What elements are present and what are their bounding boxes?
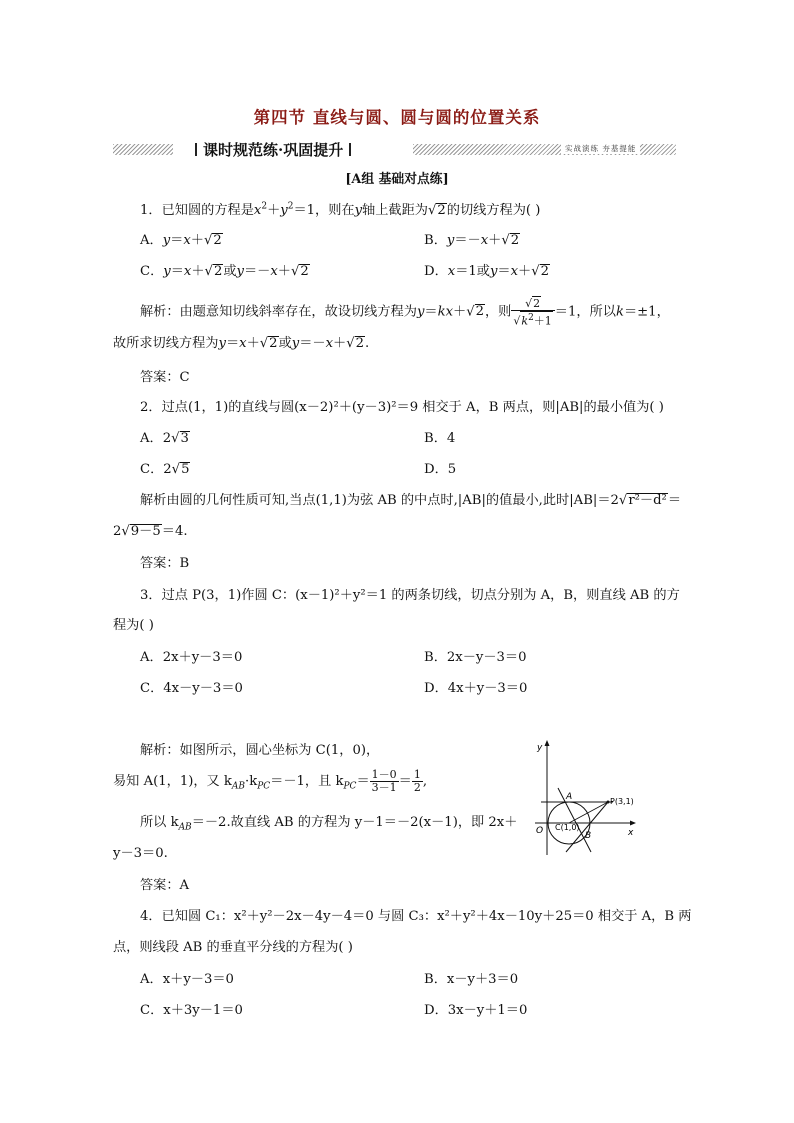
q4-option-a: A．x＋y－3＝0 bbox=[140, 972, 234, 987]
q2-option-b: B．4 bbox=[424, 431, 456, 446]
q1-stem: 1．已知圆的方程是$x^2+y^2=1$，则在y轴上截距为√2的切线方程为( ) bbox=[140, 201, 541, 218]
q1-answer: 答案：C bbox=[140, 370, 190, 385]
q2-option-c-label: C．2 bbox=[140, 462, 172, 477]
label-p: P(3,1) bbox=[610, 797, 634, 806]
section-label bbox=[183, 139, 363, 160]
q3-fraction-slope bbox=[370, 769, 399, 794]
q2-analysis-radicand: r²－d² bbox=[628, 493, 667, 508]
q1-analysis-part: ，则 bbox=[485, 304, 512, 320]
q1-option-c-or: 或 bbox=[223, 264, 237, 279]
q1-option-d: D．x＝1或y＝x＋√2 bbox=[424, 264, 550, 279]
q4-option-d: D．3x－y＋1＝0 bbox=[424, 1003, 528, 1018]
divider-right bbox=[349, 143, 351, 156]
q1-option-d-label: D． bbox=[424, 264, 448, 279]
q3-option-d: D．4x＋y－3＝0 bbox=[424, 681, 528, 696]
q1-option-c: C．y＝x＋√2或y＝－x＋√2 bbox=[140, 264, 309, 279]
q1-analysis-part: ＝1，所以 bbox=[554, 304, 616, 320]
q2-stem: 2．过点(1，1)的直线与圆(x－2)²＋(y－3)²＝9 相交于 A，B 两点，则|AB|的最小值为( ) bbox=[140, 400, 664, 415]
q4-option-b: B．x－y＋3＝0 bbox=[424, 972, 519, 987]
q2-analysis-part: 解析由圆的几何性质可知,当点(1,1)为弦 AB 的中点时,|AB|的值最小,此时|AB|＝2 bbox=[140, 493, 619, 508]
q3-stem-line1: 3．过点 P(3，1)作圆 C：(x－1)²＋y²＝1 的两条切线，切点分别为 A，B，则直线 AB 的方 bbox=[140, 588, 680, 603]
q1-analysis: 解析：由题意知切线斜率存在，故设切线方程为y＝kx＋√2，则 $\frac{√2}{√k^2+1}$ ＝1，所以k＝±1， bbox=[140, 297, 670, 328]
q3-analysis-part: ＝－2.故直线 AB 的方程为 y－1＝－2(x－1)，即 2x＋ bbox=[191, 815, 518, 830]
q3-option-a: A．2x＋y－3＝0 bbox=[140, 650, 243, 665]
q3-fraction-half bbox=[412, 769, 423, 794]
q4-stem-line2: 点，则线段 AB 的垂直平分线的方程为( ) bbox=[113, 940, 353, 955]
q2-analysis-line2: 2√9－5＝4. bbox=[113, 524, 188, 539]
label-b: B bbox=[585, 831, 592, 841]
q1-option-a-label: A． bbox=[140, 233, 163, 248]
label-c: C(1,0) bbox=[555, 823, 580, 832]
x-axis-arrow-icon bbox=[630, 821, 636, 826]
q1-stem-part: 1．已知圆的方程是 bbox=[140, 203, 254, 218]
section-band bbox=[113, 140, 676, 158]
q1-fraction: $\frac{√2}{√k^2+1}$ bbox=[511, 296, 554, 328]
divider-left bbox=[195, 143, 197, 156]
q2-answer: 答案：B bbox=[140, 556, 190, 571]
label-a: A bbox=[566, 792, 573, 802]
q3-analysis-part: 所以 k bbox=[140, 815, 179, 830]
y-axis-arrow-icon bbox=[545, 740, 550, 746]
segment-pc bbox=[569, 802, 608, 823]
q1-analysis-part: 解析：由题意知切线斜率存在，故设切线方程为 bbox=[140, 304, 417, 320]
q3-analysis-line3: 所以 $k_{AB}=-2$.故直线 AB 的方程为 y－1＝－2(x－1)，即 2x＋ bbox=[140, 815, 518, 833]
q1-option-a: A．y＝x＋√2 bbox=[140, 233, 222, 248]
q3-figure bbox=[533, 738, 643, 858]
q3-fraction-numerator: 1－0 bbox=[371, 768, 397, 781]
q1-stem-part: 的切线方程为( ) bbox=[446, 203, 541, 218]
q1-option-d-or: 或 bbox=[476, 264, 490, 279]
q3-analysis-part: ＝－1，且 k bbox=[270, 774, 344, 789]
q2-option-d: D．5 bbox=[424, 462, 457, 477]
q3-option-c: C．4x－y－3＝0 bbox=[140, 681, 243, 696]
q1-analysis-part: 故所求切线方程为 bbox=[113, 336, 219, 351]
q3-analysis-part: ＝ bbox=[398, 774, 412, 789]
q3-analysis-part: ·k bbox=[245, 774, 258, 789]
page-title: 第四节 直线与圆、圆与圆的位置关系 bbox=[253, 108, 541, 127]
label-x: x bbox=[628, 828, 634, 838]
q3-analysis-line4: y－3＝0. bbox=[113, 846, 168, 861]
q2-option-a-label: A．2 bbox=[140, 431, 172, 446]
section-tagline: 实战演练 夯基提能 bbox=[561, 143, 640, 154]
q3-fraction-denominator: 3－1 bbox=[371, 781, 397, 794]
label-o: O bbox=[536, 826, 544, 836]
label-y: y bbox=[537, 743, 543, 753]
group-heading: [A组 基础对点练] bbox=[345, 172, 449, 187]
q3-analysis-line1: 解析：如图所示，圆心坐标为 C(1，0)， bbox=[140, 743, 380, 758]
q2-option-a-radicand: 3 bbox=[180, 431, 189, 446]
q1-stem-part: 轴上截距为 bbox=[362, 203, 428, 218]
q1-option-b-label: B． bbox=[424, 233, 447, 248]
q1-option-b: B．y＝－x＋√2 bbox=[424, 233, 520, 248]
q1-analysis-line2: 故所求切线方程为y＝x＋√2或y＝－x＋√2. bbox=[113, 336, 370, 351]
q2-analysis-radicand: 9－5 bbox=[130, 524, 161, 539]
q4-option-c: C．x＋3y－1＝0 bbox=[140, 1003, 243, 1018]
q3-fraction-denominator: 2 bbox=[413, 781, 421, 794]
q2-option-c: C．2√5 bbox=[140, 462, 190, 477]
q2-option-a: A．2√3 bbox=[140, 431, 189, 446]
q3-fraction-numerator: 1 bbox=[413, 768, 421, 781]
q1-analysis-part: ＝±1， bbox=[623, 304, 670, 320]
q3-analysis-line2: 易知 A(1，1)，又 $k_{AB}\cdot k_{PC}=-1$，且 $k_{PC}=$ $\frac{1-0}{3-1}$ ＝ $\frac{1}{2}$ , bbox=[113, 768, 428, 794]
q2-analysis-part: 2 bbox=[113, 524, 122, 539]
q2-analysis-part: ＝ bbox=[667, 493, 682, 508]
section-label-text: 课时规范练·巩固提升 bbox=[203, 141, 344, 159]
q2-analysis: 解析由圆的几何性质可知,当点(1,1)为弦 AB 的中点时,|AB|的值最小,此时|AB|＝2√r²－d²＝ bbox=[140, 493, 682, 508]
q3-analysis-part: 易知 A(1，1)，又 k bbox=[113, 774, 232, 789]
q4-stem-line1: 4．已知圆 C₁：x²＋y²－2x－4y－4＝0 与圆 C₃：x²＋y²＋4x－10y＋25＝0 相交于 A，B 两 bbox=[140, 909, 692, 924]
hatch-left bbox=[113, 144, 173, 155]
q2-option-c-radicand: 5 bbox=[181, 462, 190, 477]
q3-stem-line2: 程为( ) bbox=[113, 618, 154, 633]
q3-option-b: B．2x－y－3＝0 bbox=[424, 650, 527, 665]
q1-stem-part: ，则在 bbox=[315, 203, 355, 218]
q2-analysis-part: ＝4. bbox=[161, 524, 188, 539]
q3-analysis-part: ＝ bbox=[356, 774, 370, 789]
q1-option-c-label: C． bbox=[140, 264, 164, 279]
q3-answer: 答案：A bbox=[140, 878, 190, 893]
